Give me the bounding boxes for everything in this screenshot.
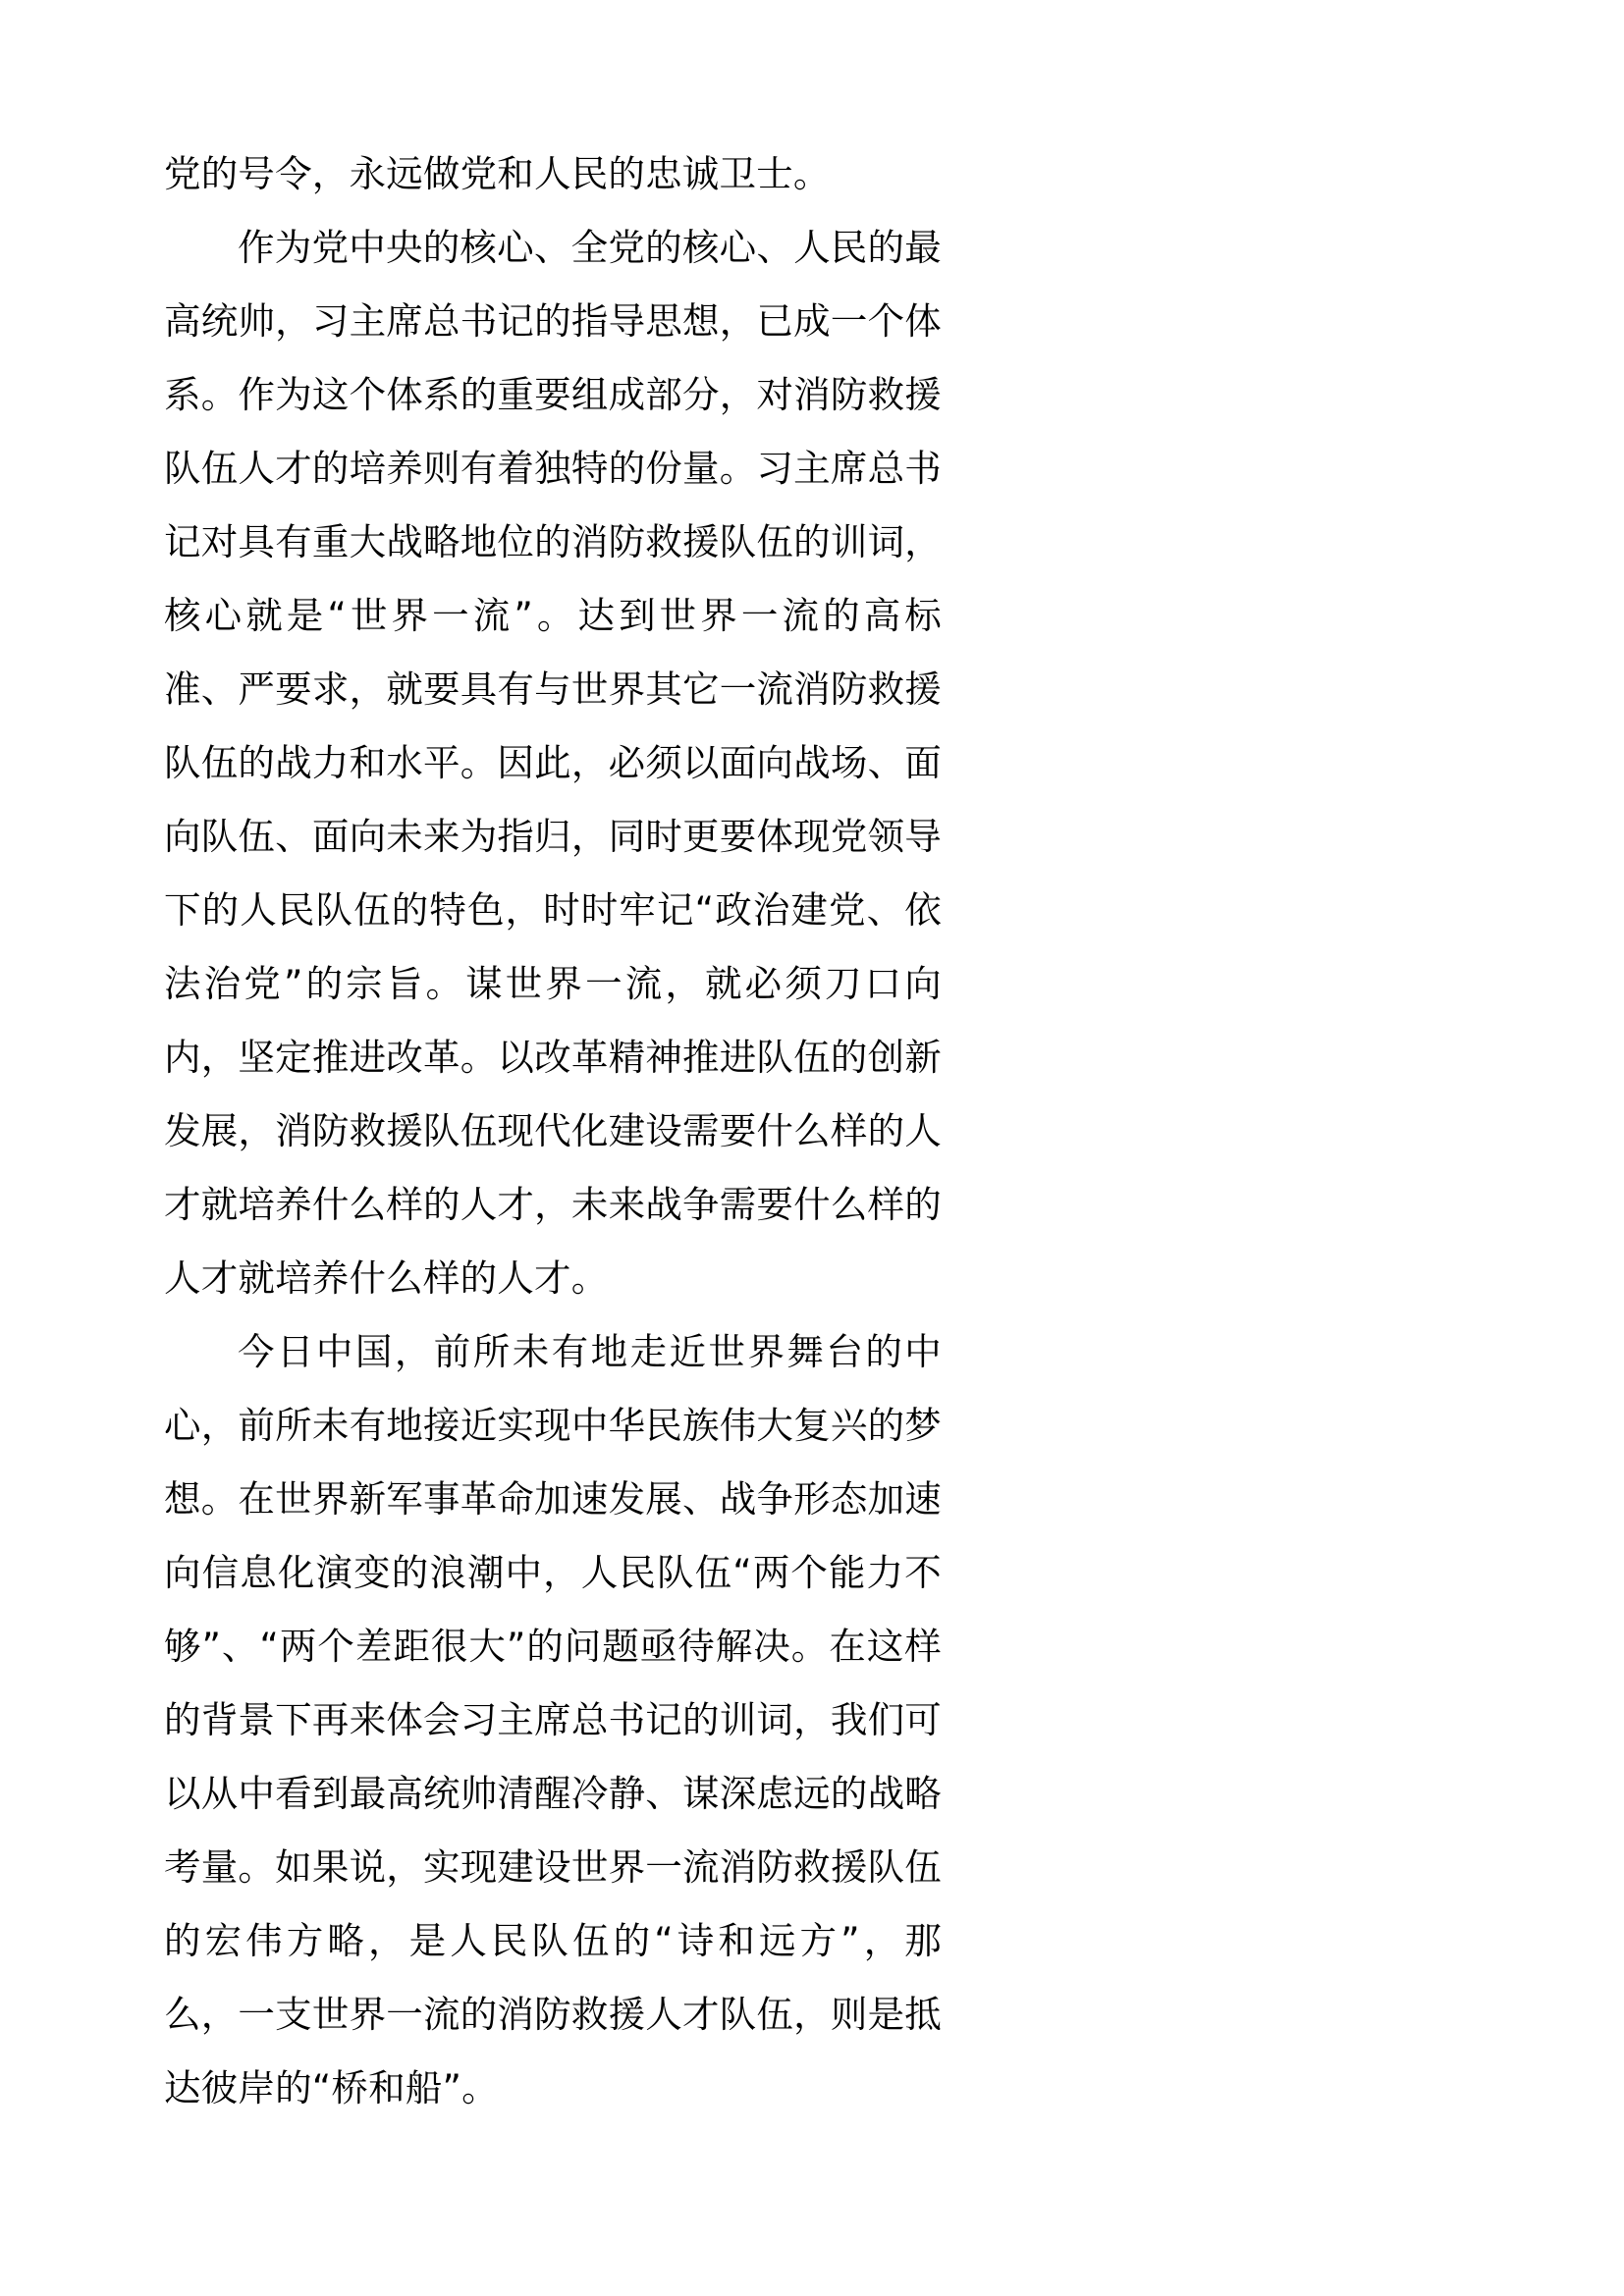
paragraph-3: 今日中国，前所未有地走近世界舞台的中心，前所未有地接近实现中华民族伟大复兴的梦想。在世界新军事革命加速发展、战争形态加速向信息化演变的浪潮中，人民队伍“两个能力不够”、“两个差距很大”的问题亟待解决。在这样的背景下再来体会习主席总书记的训词，我们可以从中看到最高统帅清醒冷静、谋深虑远的战略考量。如果说，实现建设世界一流消防救援队伍的宏伟方略，是人民队伍的“诗和远方”，那么，一支世界一流的消防救援人才队伍，则是抵达彼岸的“桥和船”。 [164,1330,942,2109]
paragraph-1: 党的号令，永远做党和人民的忠诚卫士。 [164,152,831,195]
paragraph-2: 作为党中央的核心、全党的核心、人民的最高统帅，习主席总书记的指导思想，已成一个体系。作为这个体系的重要组成部分，对消防救援队伍人才的培养则有着独特的份量。习主席总书记对具有重大战略地位的消防救援队伍的训词，核心就是“世界一流”。达到世界一流的高标准、严要求，就要具有与世界其它一流消防救援队伍的战力和水平。因此，必须以面向战场、面向队伍、面向未来为指归，同时更要体现党领导下的人民队伍的特色，时时牢记“政治建党、依法治党”的宗旨。谋世界一流，就必须刀口向内，坚定推进改革。以改革精神推进队伍的创新发展，消防救援队伍现代化建设需要什么样的人才就培养什么样的人才，未来战争需要什么样的人才就培养什么样的人才。 [164,226,942,1300]
document-body [164,137,942,2125]
